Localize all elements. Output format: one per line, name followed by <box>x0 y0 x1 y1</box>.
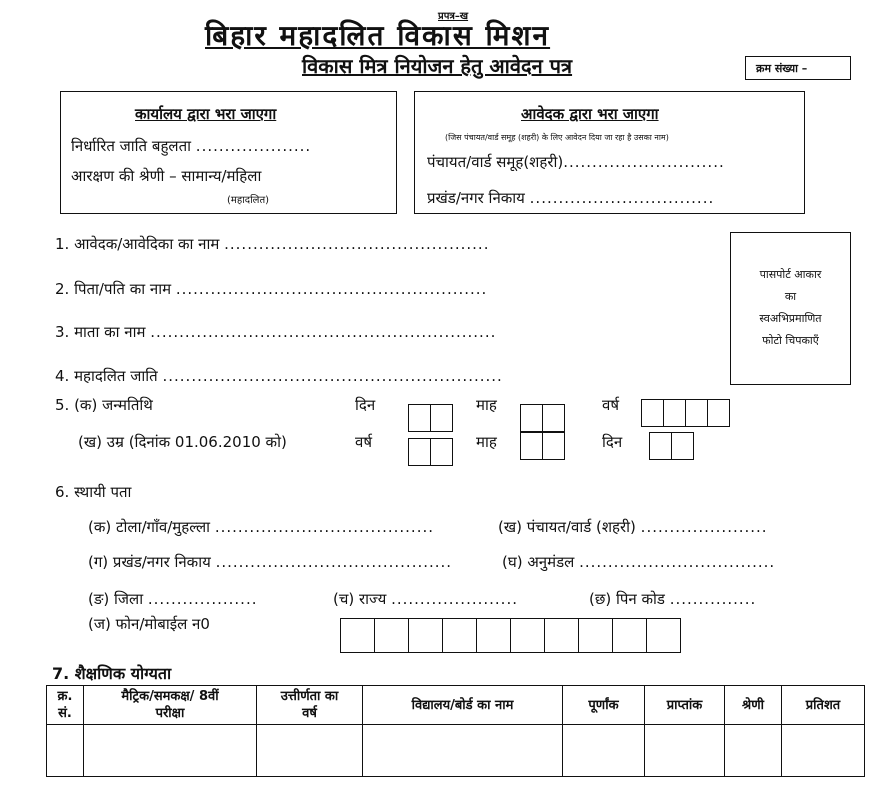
panchayat-ward-urban-field[interactable]: (ख) पंचायत/वार्ड (शहरी) ...................... <box>498 518 768 536</box>
col-obtained-marks-header: प्राप्तांक <box>645 686 725 725</box>
col-division-header: श्रेणी <box>725 686 782 725</box>
table-cell[interactable] <box>563 725 645 777</box>
office-use-box <box>60 91 397 214</box>
dob-label: 5. (क) जन्मतिथि <box>55 396 153 414</box>
applicant-fill-heading: आवेदक द्वारा भरा जाएगा <box>521 105 659 123</box>
dob-year-label: वर्ष <box>602 396 620 414</box>
photo-line-4: फोटो चिपकाएँ <box>762 334 819 347</box>
page-subtitle: विकास मित्र नियोजन हेतु आवेदन पत्र <box>302 54 573 78</box>
subdivision-field[interactable]: (घ) अनुमंडल .................................. <box>502 553 776 571</box>
table-cell[interactable] <box>725 725 782 777</box>
office-use-heading: कार्यालय द्वारा भरा जाएगा <box>135 105 277 123</box>
father-husband-name-field[interactable]: 2. पिता/पति का नाम ...................................................... <box>55 280 488 298</box>
age-label: (ख) उम्र (दिनांक 01.06.2010 को) <box>78 433 287 451</box>
block-municipality-field[interactable]: प्रखंड/नगर निकाय ................................ <box>427 189 715 207</box>
photo-line-1: पासपोर्ट आकार <box>759 268 822 281</box>
education-header-row <box>47 686 865 725</box>
table-cell[interactable] <box>84 725 257 777</box>
dob-year-boxes[interactable] <box>641 399 730 427</box>
photo-box[interactable] <box>730 232 851 385</box>
mahadalit-caste-field[interactable]: 4. महादलित जाति ........................................................... <box>55 367 503 385</box>
state-field[interactable]: (च) राज्य ...................... <box>333 590 518 608</box>
reservation-category-label: आरक्षण की श्रेणी – सामान्य/महिला <box>71 167 262 185</box>
applicant-fill-box <box>414 91 805 214</box>
age-day-label: दिन <box>602 433 623 451</box>
age-year-boxes[interactable] <box>408 438 453 466</box>
applicant-name-field[interactable]: 1. आवेदक/आवेदिका का नाम .............................................. <box>55 235 490 253</box>
pin-code-field[interactable]: (छ) पिन कोड ............... <box>589 590 757 608</box>
col-pass-year-header: उत्तीर्णता का वर्ष <box>257 686 363 725</box>
table-row <box>47 725 865 777</box>
col-exam-header: मैट्रिक/समकक्ष/ 8वीं परीक्षा <box>84 686 257 725</box>
age-month-boxes[interactable] <box>520 432 565 460</box>
table-cell[interactable] <box>363 725 563 777</box>
serial-number-box[interactable] <box>745 56 851 80</box>
permanent-address-label: 6. स्थायी पता <box>55 483 132 501</box>
dob-day-boxes[interactable] <box>408 404 453 432</box>
col-school-board-header: विद्यालय/बोर्ड का नाम <box>363 686 563 725</box>
tola-village-field[interactable]: (क) टोला/गाँव/मुहल्ला ...................................... <box>88 518 434 536</box>
district-field[interactable]: (ङ) जिला ................... <box>88 590 258 608</box>
dob-day-label: दिन <box>355 396 376 414</box>
panchayat-ward-field[interactable]: पंचायत/वार्ड समूह(शहरी)............................ <box>427 153 725 171</box>
age-month-label: माह <box>476 433 497 451</box>
col-serial-header: क्र. सं. <box>47 686 84 725</box>
reservation-note: (महादलित) <box>227 195 270 206</box>
phone-mobile-label: (ज) फोन/मोबाईल न0 <box>88 615 210 633</box>
dob-month-label: माह <box>476 396 497 414</box>
page-title: बिहार महादलित विकास मिशन <box>205 19 551 52</box>
age-year-label: वर्ष <box>355 433 373 451</box>
age-day-boxes[interactable] <box>649 432 694 460</box>
annex-label: प्रपत्र–ख <box>438 11 469 22</box>
phone-mobile-boxes[interactable] <box>340 618 681 653</box>
col-percentage-header: प्रतिशत <box>782 686 865 725</box>
caste-majority-label: निर्धारित जाति बहुलता .................... <box>71 137 312 155</box>
col-full-marks-header: पूर्णांक <box>563 686 645 725</box>
applicant-fill-note: (जिस पंचायत/वार्ड समूह (शहरी) के लिए आवेदन दिया जा रहा है उसका नाम) <box>445 133 669 142</box>
table-cell[interactable] <box>782 725 865 777</box>
serial-number-label: क्रम संख्या – <box>756 62 808 75</box>
photo-line-3: स्वअभिप्रमाणित <box>759 312 822 325</box>
table-cell[interactable] <box>645 725 725 777</box>
table-cell[interactable] <box>257 725 363 777</box>
education-heading: 7. शैक्षणिक योग्यता <box>52 664 172 683</box>
education-table <box>46 685 865 777</box>
mother-name-field[interactable]: 3. माता का नाम ............................................................ <box>55 323 497 341</box>
photo-line-2: का <box>784 290 797 303</box>
dob-month-boxes[interactable] <box>520 404 565 432</box>
table-cell[interactable] <box>47 725 84 777</box>
block-municipality-address-field[interactable]: (ग) प्रखंड/नगर निकाय ......................................... <box>88 553 453 571</box>
